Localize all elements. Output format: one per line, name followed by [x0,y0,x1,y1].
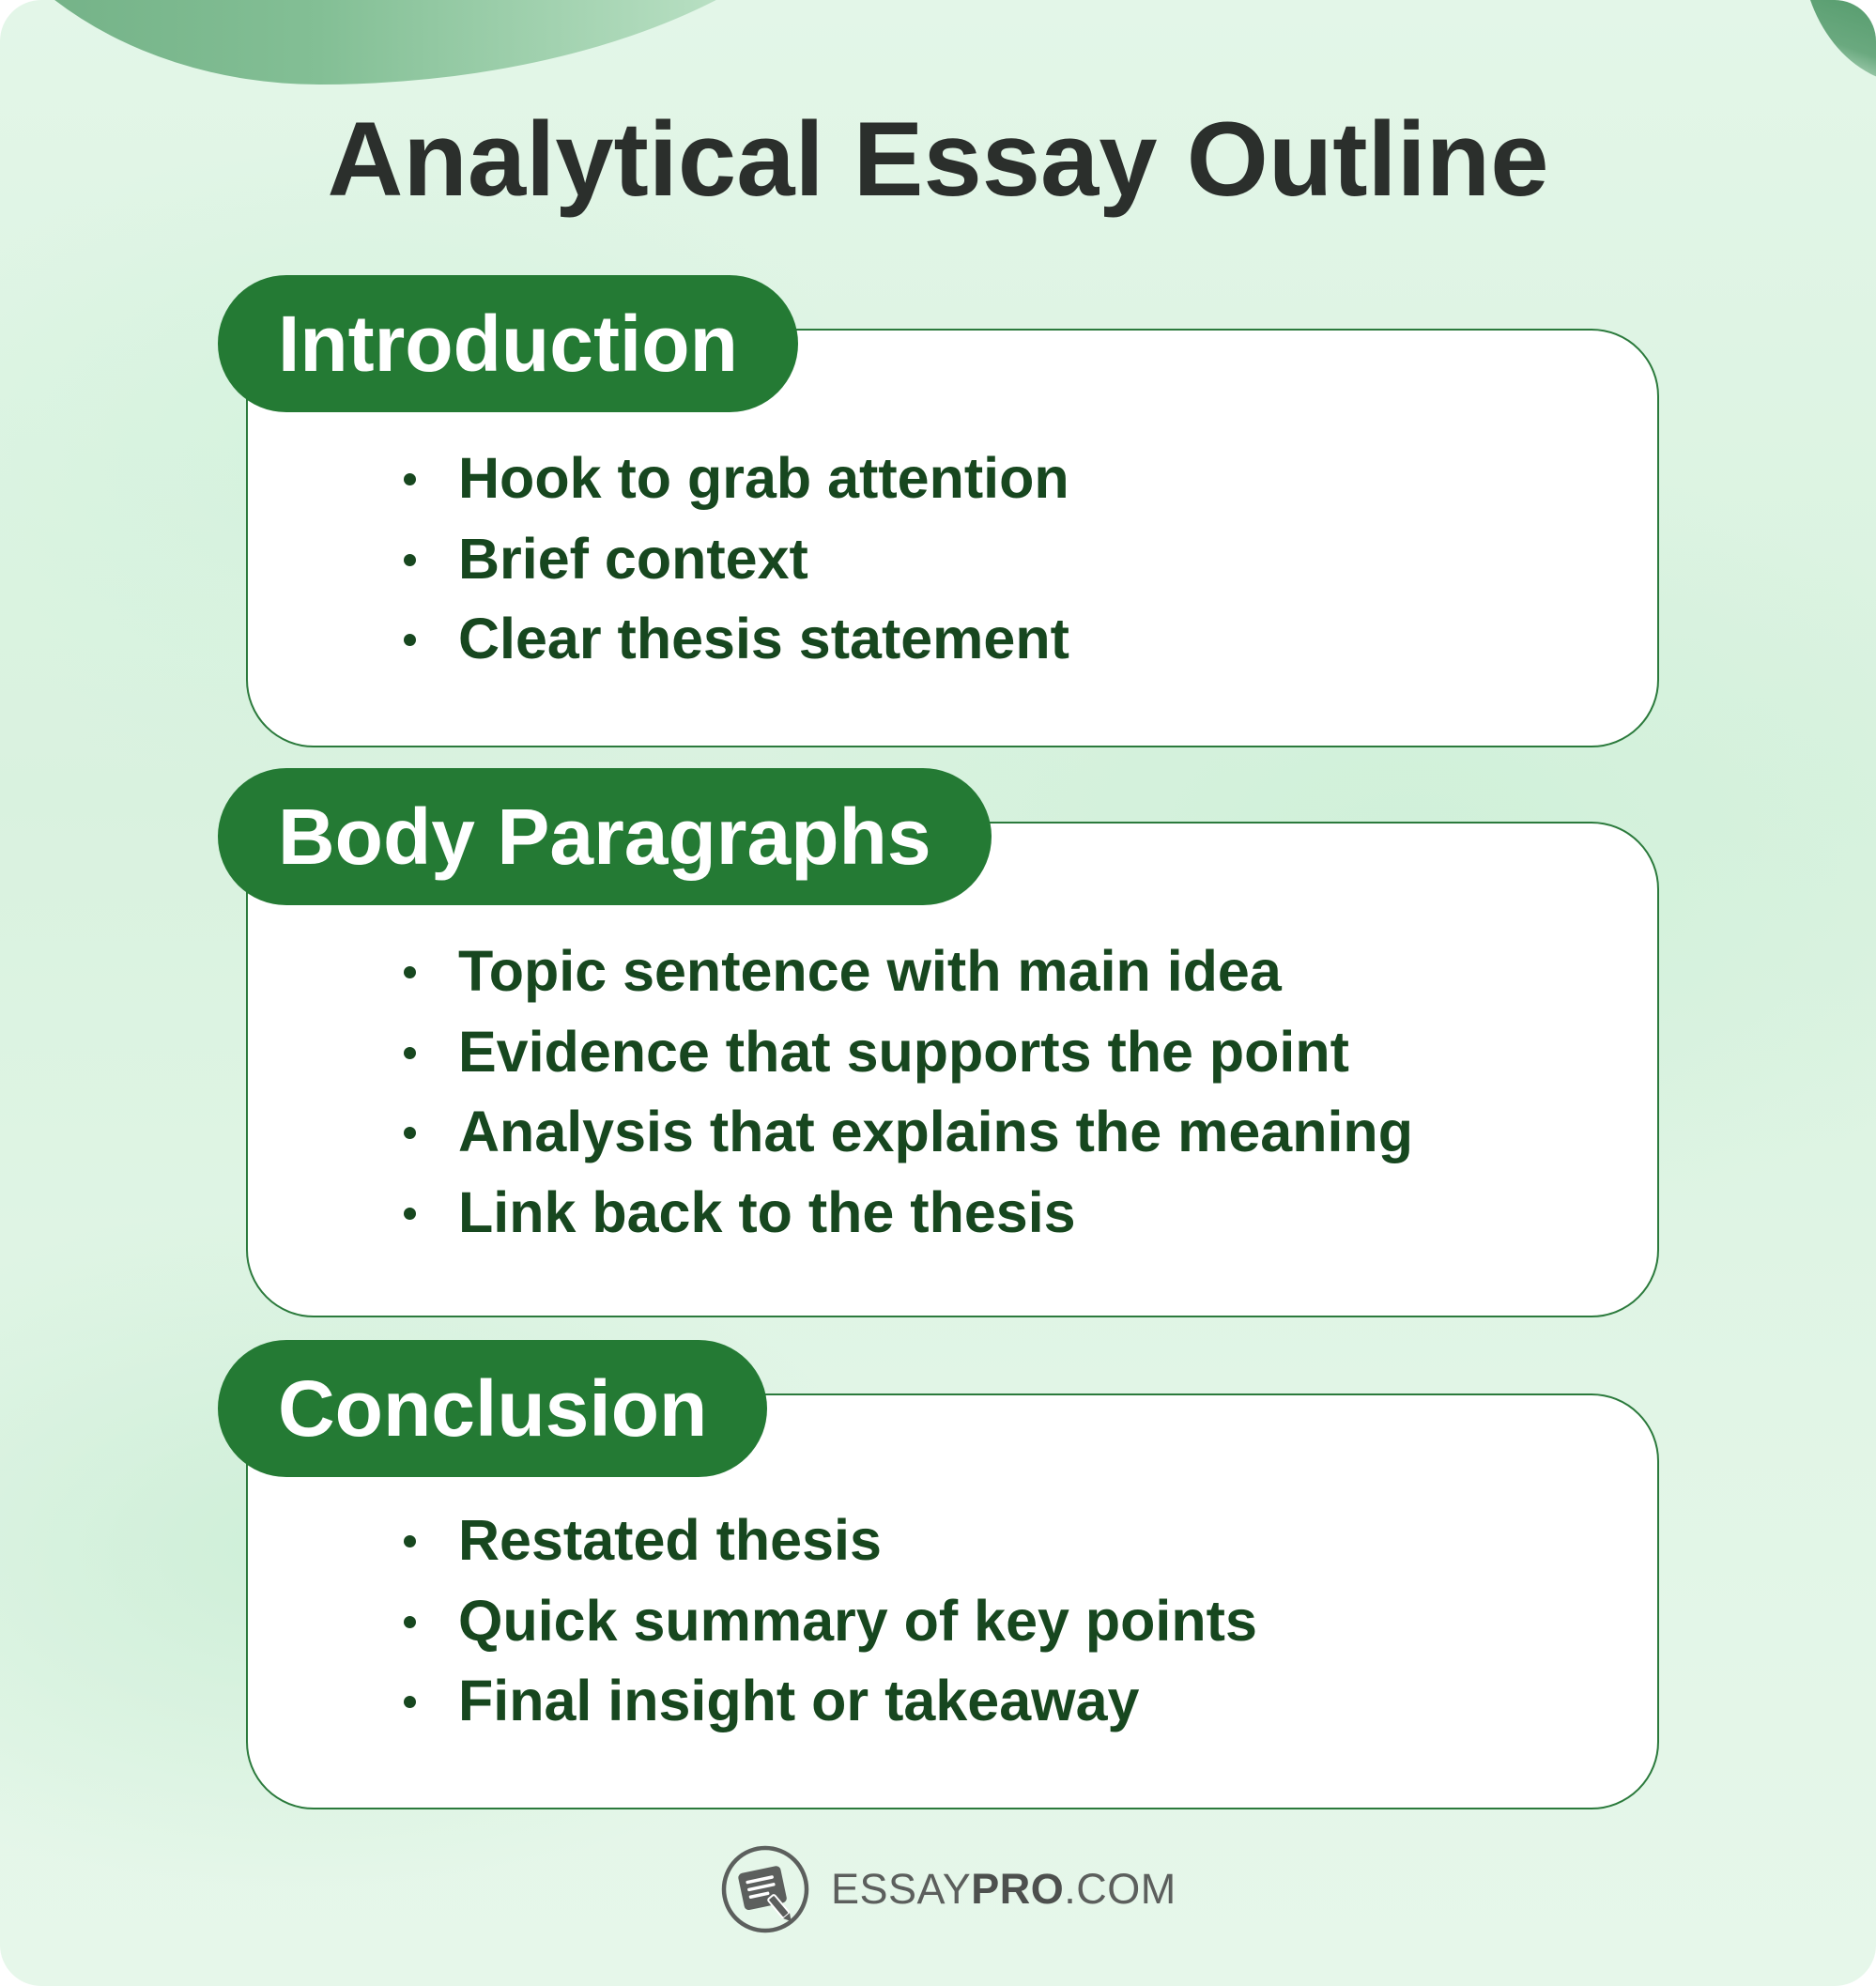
list-item: Restated thesis [400,1501,1257,1581]
brand-name-part: ESSAY [831,1865,972,1913]
list-item: Analysis that explains the meaning [400,1092,1413,1173]
list-item: Evidence that supports the point [400,1012,1413,1093]
list-item: Quick summary of key points [400,1581,1257,1662]
bullet-list [400,931,1413,1253]
list-item: Link back to the thesis [400,1173,1413,1254]
section-body-paragraphs [218,768,1659,1317]
brand-name-part: PRO [971,1865,1065,1913]
essay-pen-icon [720,1844,810,1934]
list-item: Final insight or takeaway [400,1661,1257,1742]
list-item: Clear thesis statement [400,599,1069,680]
section-heading: Introduction [218,275,798,412]
decorative-corner-stroke [1801,0,1876,85]
section-heading: Body Paragraphs [218,768,992,905]
brand-logo [720,1842,1176,1936]
bullet-list [400,439,1069,680]
page-title: Analytical Essay Outline [327,100,1549,218]
section-introduction [218,275,1659,747]
section-heading: Conclusion [218,1340,767,1477]
decorative-brush-stroke [0,0,883,85]
section-conclusion [218,1340,1659,1809]
bullet-list [400,1501,1257,1742]
brand-name-part: .COM [1064,1865,1176,1913]
brand-name [831,1865,1176,1914]
list-item: Brief context [400,519,1069,600]
list-item: Hook to grab attention [400,439,1069,519]
list-item: Topic sentence with main idea [400,931,1413,1012]
